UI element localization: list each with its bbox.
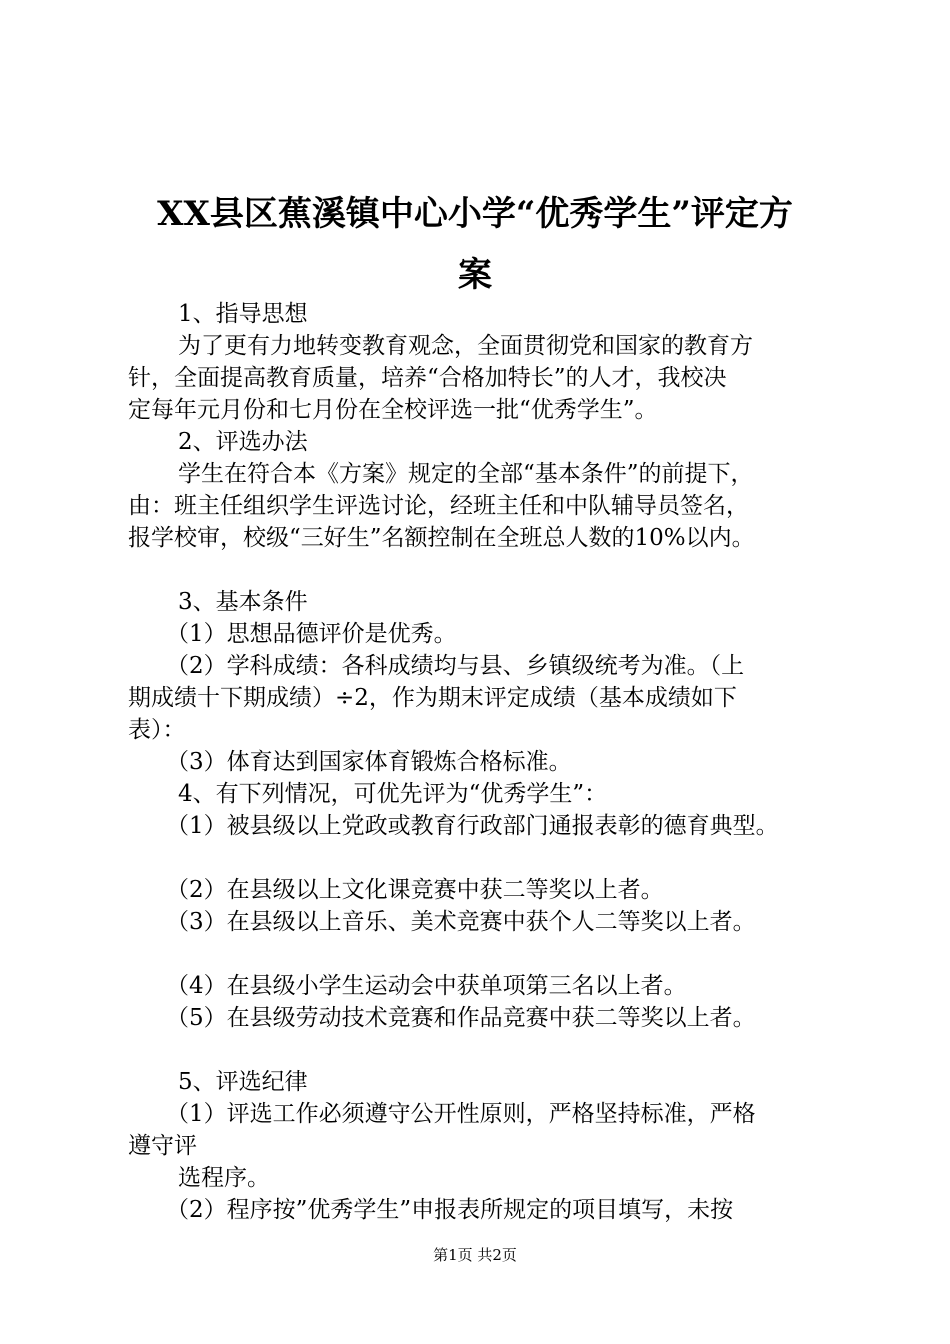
- paragraph-line: 为了更有力地转变教育观念，全面贯彻党和国家的教育方: [178, 333, 753, 359]
- list-item: （2）在县级以上文化课竞赛中获二等奖以上者。: [166, 877, 664, 903]
- paragraph-line: 由：班主任组织学生评选讨论，经班主任和中队辅导员签名，: [128, 493, 749, 519]
- document-title-line-1: XX县区蕉溪镇中心小学“优秀学生”评定方: [157, 194, 793, 234]
- paragraph-line: 选程序。: [178, 1165, 270, 1191]
- list-item: （1）被县级以上党政或教育行政部门通报表彰的德育典型。: [166, 813, 779, 839]
- list-item: （1）思想品德评价是优秀。: [166, 621, 457, 647]
- list-item: （1）评选工作必须遵守公开性原则，严格坚持标准，严格: [166, 1101, 756, 1127]
- section-heading-guiding-thought: 1、指导思想: [178, 301, 308, 327]
- list-item: （3）体育达到国家体育锻炼合格标准。: [166, 749, 572, 775]
- paragraph-line: 定每年元月份和七月份在全校评选一批“优秀学生”。: [128, 397, 658, 423]
- list-item: （5）在县级劳动技术竞赛和作品竞赛中获二等奖以上者。: [166, 1005, 756, 1031]
- document-title-line-2: 案: [458, 255, 492, 295]
- page-footer: 第1页 共2页: [433, 1246, 517, 1264]
- paragraph-line: 报学校审，校级“三好生”名额控制在全班总人数的10%以内。: [128, 525, 755, 551]
- list-item: （2）程序按”优秀学生”申报表所规定的项目填写，未按: [166, 1197, 734, 1223]
- section-heading-selection-method: 2、评选办法: [178, 429, 308, 455]
- list-item: （3）在县级以上音乐、美术竞赛中获个人二等奖以上者。: [166, 909, 756, 935]
- paragraph-line: 期成绩十下期成绩）÷2，作为期末评定成绩（基本成绩如下: [128, 685, 737, 711]
- section-heading-priority: 4、有下列情况，可优先评为“优秀学生”：: [178, 781, 608, 807]
- section-heading-discipline: 5、评选纪律: [178, 1069, 308, 1095]
- paragraph-line: 针，全面提高教育质量，培养“合格加特长”的人才，我校决: [128, 365, 727, 391]
- paragraph-line: 学生在符合本《方案》规定的全部“基本条件”的前提下，: [178, 461, 754, 487]
- paragraph-line: 表）：: [128, 717, 186, 743]
- list-item: （2）学科成绩：各科成绩均与县、乡镇级统考为准。（上: [166, 653, 745, 679]
- section-heading-basic-conditions: 3、基本条件: [178, 589, 308, 615]
- paragraph-line: 遵守评: [128, 1133, 197, 1159]
- list-item: （4）在县级小学生运动会中获单项第三名以上者。: [166, 973, 687, 999]
